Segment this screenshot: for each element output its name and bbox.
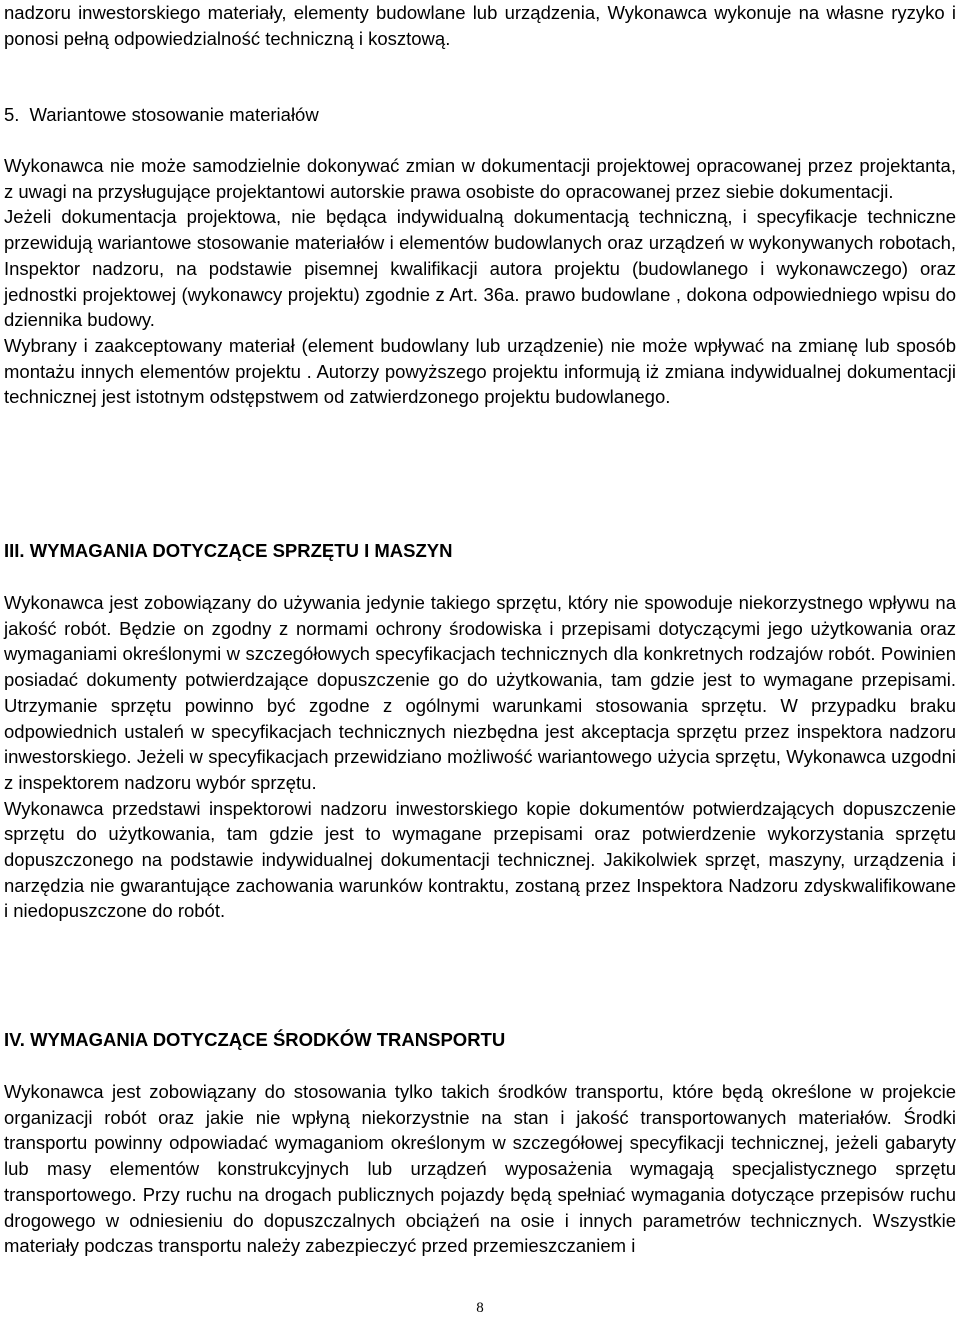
paragraph: Wykonawca jest zobowiązany do stosowania tylko takich środków transportu, które będą określone w projekcie organizacji robót oraz jakie nie wpłyną niekorzystnie na stan i jakość transportowanych materiałów. Środki transportu powinny odpowiadać wymaganiom określonym w szczegółowej specyfikacji technicznej, jeżeli gabaryty lub masy elementów konstrukcyjnych lub urządzeń wyposażenia wymagają specjalistycznego sprzętu transportowego. Przy ruchu na drogach publicznych pojazdy będą spełniać wymagania dotyczące przepisów ruchu drogowego w odniesieniu do dopuszczalnych obciążeń na osie i innych parametrów technicznych. Wszystkie materiały podczas transportu należy zabezpieczyć przed przemieszczaniem i	[4, 1081, 956, 1257]
section-3-title: WYMAGANIA DOTYCZĄCE SPRZĘTU I MASZYN	[29, 540, 453, 561]
section-3-number: III.	[4, 540, 25, 561]
section-3-heading	[4, 538, 956, 564]
section-4-body	[4, 1079, 956, 1259]
page-number: 8	[476, 1300, 484, 1316]
paragraph: Wykonawca przedstawi inspektorowi nadzoru inwestorskiego kopie dokumentów potwierdzających dopuszczenie sprzętu do użytkowania, tam gdzie jest to wymagane przepisami oraz potwierdzenie wykorzystania sprzętu dopuszczonego na podstawie indywidualnej dokumentacji technicznej. Jakikolwiek sprzęt, maszyny, urządzenia i narzędzia nie gwarantujące zachowania warunków kontraktu, zostaną przez Inspektora Nadzoru zdyskwalifikowane i niedopuszczone do robót.	[4, 797, 956, 922]
section-4-title: WYMAGANIA DOTYCZĄCE ŚRODKÓW TRANSPORTU	[30, 1029, 506, 1050]
section-4-heading	[4, 1027, 956, 1053]
subsection-5-body	[4, 153, 956, 410]
section-4-number: IV.	[4, 1029, 25, 1050]
subsection-5-title: Wariantowe stosowanie materiałów	[29, 104, 319, 125]
paragraph: Wykonawca jest zobowiązany do używania jedynie takiego sprzętu, który nie spowoduje niekorzystnego wpływu na jakość robót. Będzie on zgodny z normami ochrony środowiska i przepisami dotyczącymi jego użytkowania oraz wymaganiami określonymi w szczegółowych specyfikacjach technicznych dla konkretnych rodzajów robót. Powinien posiadać dokumenty potwierdzające dopuszczenie go do użytkowania, tam gdzie jest to wymagane przepisami. Utrzymanie sprzętu powinno być zgodne z ogólnymi warunkami stosowania sprzętu. W przypadku braku odpowiednich ustaleń w specyfikacjach technicznych niezbędna jest akceptacja sprzętu przez inspektora nadzoru inwestorskiego. Jeżeli w specyfikacjach przewidziano możliwość wariantowego użycia sprzętu, Wykonawca uzgodni z inspektorem nadzoru wybór sprzętu.	[4, 592, 956, 793]
paragraph: Jeżeli dokumentacja projektowa, nie będąca indywidualną dokumentacją techniczną, i specyfikacje techniczne przewidują wariantowe stosowanie materiałów i elementów budowlanych oraz urządzeń w wykonywanych robotach, Inspektor nadzoru, na podstawie pisemnej kwalifikacji autora projektu (budowlanego i wykonawczego) oraz jednostki projektowej (wykonawcy projektu) zgodnie z Art. 36a. prawo budowlane , dokona odpowiedniego wpisu do dziennika budowy.	[4, 206, 956, 331]
paragraph: Wykonawca nie może samodzielnie dokonywać zmian w dokumentacji projektowej opracowanej przez projektanta, z uwagi na przysługujące projektantowi autorskie prawa osobiste do opracowanej przez siebie dokumentacji.	[4, 155, 956, 202]
subsection-5-number: 5.	[4, 104, 20, 125]
paragraph: Wybrany i zaakceptowany materiał (element budowlany lub urządzenie) nie może wpływać na zmianę lub sposób montażu innych elementów projektu . Autorzy powyższego projektu informują iż zmiana indywidualnej dokumentacji technicznej jest istotnym odstępstwem od zatwierdzonego projektu budowlanego.	[4, 334, 956, 408]
section-3-body	[4, 590, 956, 924]
intro-paragraph: nadzoru inwestorskiego materiały, elementy budowlane lub urządzenia, Wykonawca wykonuje na własne ryzyko i ponosi pełną odpowiedzialność techniczną i kosztową.	[4, 2, 956, 49]
subsection-5-heading	[4, 102, 956, 128]
